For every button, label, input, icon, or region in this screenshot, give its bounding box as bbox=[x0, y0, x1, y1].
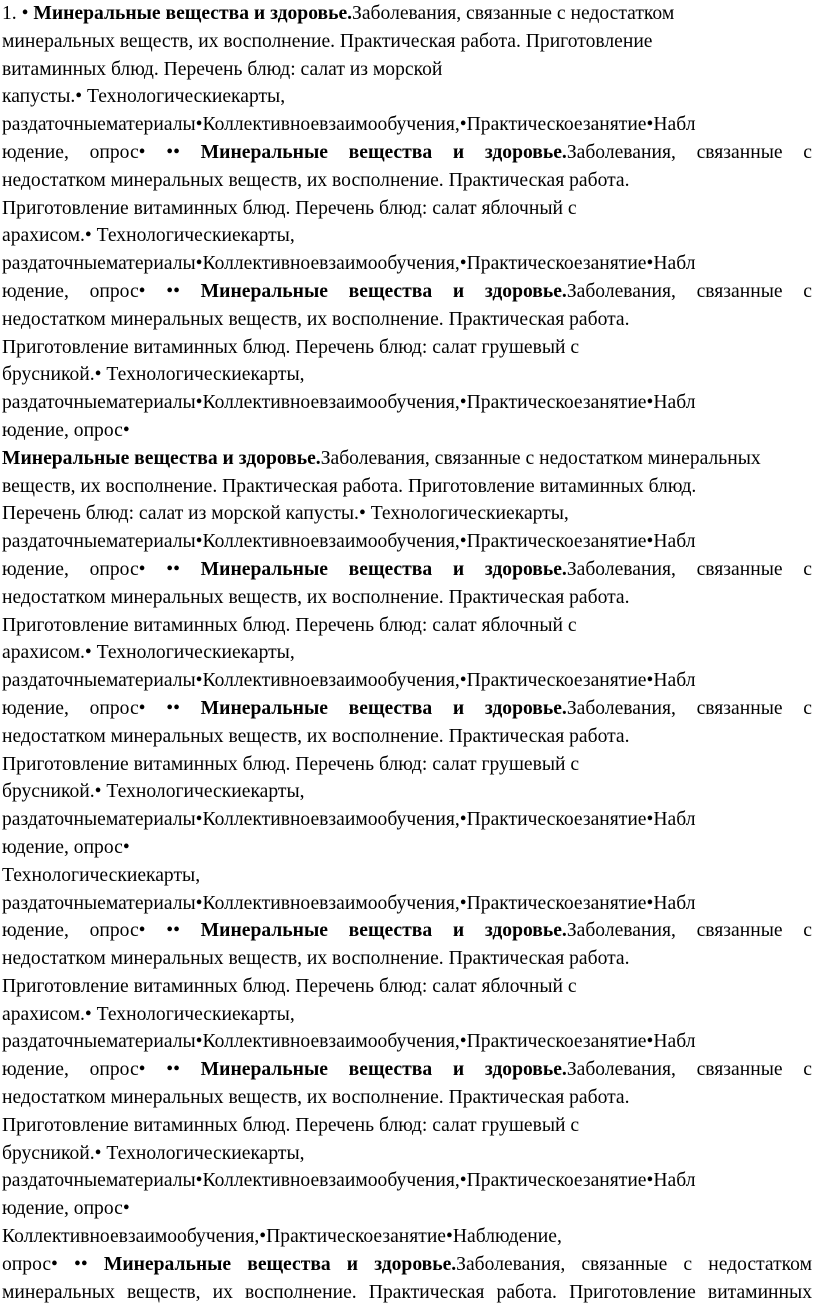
body-text: раздаточныематериалы•Коллективноевзаимообучения,•Практическоезанятие•Набл bbox=[2, 531, 696, 553]
body-text: Заболевания, связанные с bbox=[566, 1059, 812, 1081]
text-line bbox=[2, 695, 812, 723]
bold-heading-text: Минеральные вещества и здоровье. bbox=[200, 697, 567, 719]
body-text: 1. • bbox=[2, 3, 34, 24]
body-text: брусникой.• Технологическиекарты, bbox=[2, 364, 305, 386]
text-line bbox=[2, 834, 812, 862]
body-text: юдение, опрос• •• bbox=[2, 697, 201, 719]
body-text: витаминных блюд. Перечень блюд: салат из морской bbox=[2, 58, 443, 80]
body-text: Заболевания, связанные с недостатком минеральных bbox=[320, 447, 761, 469]
bold-heading-text: Минеральные вещества и здоровье. bbox=[200, 280, 567, 302]
body-text: Технологическиекарты, bbox=[2, 864, 201, 886]
text-line bbox=[2, 1112, 812, 1140]
body-text: юдение, опрос• bbox=[2, 1198, 130, 1220]
bold-heading-text: Минеральные вещества и здоровье. bbox=[33, 3, 353, 24]
text-line bbox=[2, 778, 812, 806]
body-text: недостатком минеральных веществ, их восполнение. Практическая работа. bbox=[2, 725, 630, 747]
text-line bbox=[2, 250, 812, 278]
body-text: Приготовление витаминных блюд. Перечень блюд: салат грушевый с bbox=[2, 1114, 580, 1136]
body-text: недостатком минеральных веществ, их восполнение. Практическая работа. bbox=[2, 169, 630, 191]
text-line bbox=[2, 890, 812, 918]
body-text: Приготовление витаминных блюд. Перечень блюд: салат грушевый с bbox=[2, 753, 580, 775]
text-line bbox=[2, 139, 812, 167]
text-line bbox=[2, 973, 812, 1001]
text-line bbox=[2, 723, 812, 751]
text-line bbox=[2, 361, 812, 389]
text-line bbox=[2, 111, 812, 139]
body-text: недостатком минеральных веществ, их восполнение. Практическая работа. bbox=[2, 1087, 630, 1109]
text-line bbox=[2, 1001, 812, 1029]
text-line bbox=[2, 1084, 812, 1112]
text-line bbox=[2, 612, 812, 640]
body-text: Приготовление витаминных блюд. Перечень блюд: салат яблочный с bbox=[2, 975, 577, 997]
body-text: юдение, опрос• •• bbox=[2, 1059, 201, 1081]
body-text: юдение, опрос• bbox=[2, 836, 130, 858]
body-text: Заболевания, связанные с недостатком bbox=[352, 3, 675, 24]
text-line bbox=[2, 334, 812, 362]
body-text: брусникой.• Технологическиекарты, bbox=[2, 781, 305, 803]
text-line bbox=[2, 306, 812, 334]
body-text: Заболевания, связанные с bbox=[566, 141, 812, 163]
body-text: брусникой.• Технологическиекарты, bbox=[2, 1142, 305, 1164]
text-line bbox=[2, 1140, 812, 1168]
bold-heading-text: Минеральные вещества и здоровье. bbox=[200, 141, 567, 163]
body-text: Приготовление витаминных блюд. Перечень блюд: салат грушевый с bbox=[2, 336, 580, 358]
text-line bbox=[2, 1223, 812, 1251]
body-text: недостатком минеральных веществ, их восполнение. Практическая работа. bbox=[2, 308, 630, 330]
text-line bbox=[2, 83, 812, 111]
body-text: юдение, опрос• •• bbox=[2, 280, 201, 302]
body-text: юдение, опрос• •• bbox=[2, 920, 201, 942]
text-line bbox=[2, 528, 812, 556]
body-text: Заболевания, связанные с bbox=[566, 920, 812, 942]
bold-heading-text: Минеральные вещества и здоровье. bbox=[200, 558, 567, 580]
text-line bbox=[2, 945, 812, 973]
text-line bbox=[2, 56, 812, 84]
body-text: Заболевания, связанные с bbox=[566, 280, 812, 302]
text-line bbox=[2, 556, 812, 584]
text-line bbox=[2, 500, 812, 528]
text-line bbox=[2, 1279, 812, 1306]
text-line bbox=[2, 389, 812, 417]
text-line bbox=[2, 278, 812, 306]
body-text: раздаточныематериалы•Коллективноевзаимообучения,•Практическоезанятие•Набл bbox=[2, 1031, 696, 1053]
text-line bbox=[2, 639, 812, 667]
body-text: раздаточныематериалы•Коллективноевзаимообучения,•Практическоезанятие•Набл bbox=[2, 809, 696, 831]
text-line bbox=[2, 222, 812, 250]
body-text: недостатком минеральных веществ, их восполнение. Практическая работа. bbox=[2, 948, 630, 970]
text-line bbox=[2, 0, 812, 28]
text-line bbox=[2, 917, 812, 945]
body-text: Перечень блюд: салат из морской капусты.• Технологическиекарты, bbox=[2, 503, 569, 525]
bold-heading-text: Минеральные вещества и здоровье. bbox=[2, 447, 321, 469]
body-text: Заболевания, связанные с bbox=[566, 697, 812, 719]
body-text: минеральных веществ, их восполнение. Практическая работа. Приготовление bbox=[2, 30, 653, 52]
text-line bbox=[2, 1195, 812, 1223]
text-line bbox=[2, 751, 812, 779]
body-text: раздаточныематериалы•Коллективноевзаимообучения,•Практическоезанятие•Набл bbox=[2, 892, 696, 914]
text-line bbox=[2, 584, 812, 612]
document-body bbox=[2, 0, 812, 1306]
text-line bbox=[2, 28, 812, 56]
bold-heading-text: Минеральные вещества и здоровье. bbox=[103, 1253, 457, 1275]
body-text: Коллективноевзаимообучения,•Практическоезанятие•Наблюдение, bbox=[2, 1226, 562, 1248]
body-text: Приготовление витаминных блюд. Перечень блюд: салат яблочный с bbox=[2, 614, 577, 636]
body-text: опрос• •• bbox=[2, 1253, 104, 1275]
body-text: Заболевания, связанные с недостатком bbox=[456, 1253, 812, 1275]
text-line bbox=[2, 417, 812, 445]
body-text: раздаточныематериалы•Коллективноевзаимообучения,•Практическоезанятие•Набл bbox=[2, 114, 696, 136]
text-line bbox=[2, 445, 812, 473]
body-text: раздаточныематериалы•Коллективноевзаимообучения,•Практическоезанятие•Набл bbox=[2, 392, 696, 414]
body-text: арахисом.• Технологическиекарты, bbox=[2, 642, 295, 664]
body-text: капусты.• Технологическиекарты, bbox=[2, 86, 286, 108]
body-text: раздаточныематериалы•Коллективноевзаимообучения,•Практическоезанятие•Набл bbox=[2, 670, 696, 692]
body-text: недостатком минеральных веществ, их восполнение. Практическая работа. bbox=[2, 586, 630, 608]
body-text: раздаточныематериалы•Коллективноевзаимообучения,•Практическоезанятие•Набл bbox=[2, 1170, 696, 1192]
bold-heading-text: Минеральные вещества и здоровье. bbox=[200, 1059, 567, 1081]
text-line bbox=[2, 862, 812, 890]
body-text: юдение, опрос• bbox=[2, 419, 130, 441]
text-line bbox=[2, 806, 812, 834]
body-text: юдение, опрос• •• bbox=[2, 141, 201, 163]
text-line bbox=[2, 167, 812, 195]
body-text: раздаточныематериалы•Коллективноевзаимообучения,•Практическоезанятие•Набл bbox=[2, 253, 696, 275]
body-text: арахисом.• Технологическиекарты, bbox=[2, 225, 295, 247]
body-text: Приготовление витаминных блюд. Перечень блюд: салат яблочный с bbox=[2, 197, 577, 219]
text-line bbox=[2, 1167, 812, 1195]
body-text: веществ, их восполнение. Практическая работа. Приготовление витаминных блюд. bbox=[2, 475, 697, 497]
text-line bbox=[2, 1056, 812, 1084]
body-text: арахисом.• Технологическиекарты, bbox=[2, 1003, 295, 1025]
text-line bbox=[2, 667, 812, 695]
body-text: Заболевания, связанные с bbox=[566, 558, 812, 580]
text-line bbox=[2, 1028, 812, 1056]
text-line bbox=[2, 195, 812, 223]
text-line bbox=[2, 1251, 812, 1279]
body-text: юдение, опрос• •• bbox=[2, 558, 201, 580]
body-text: минеральных веществ, их восполнение. Практическая работа. Приготовление витаминных bbox=[2, 1281, 812, 1303]
bold-heading-text: Минеральные вещества и здоровье. bbox=[200, 920, 567, 942]
text-line bbox=[2, 473, 812, 501]
